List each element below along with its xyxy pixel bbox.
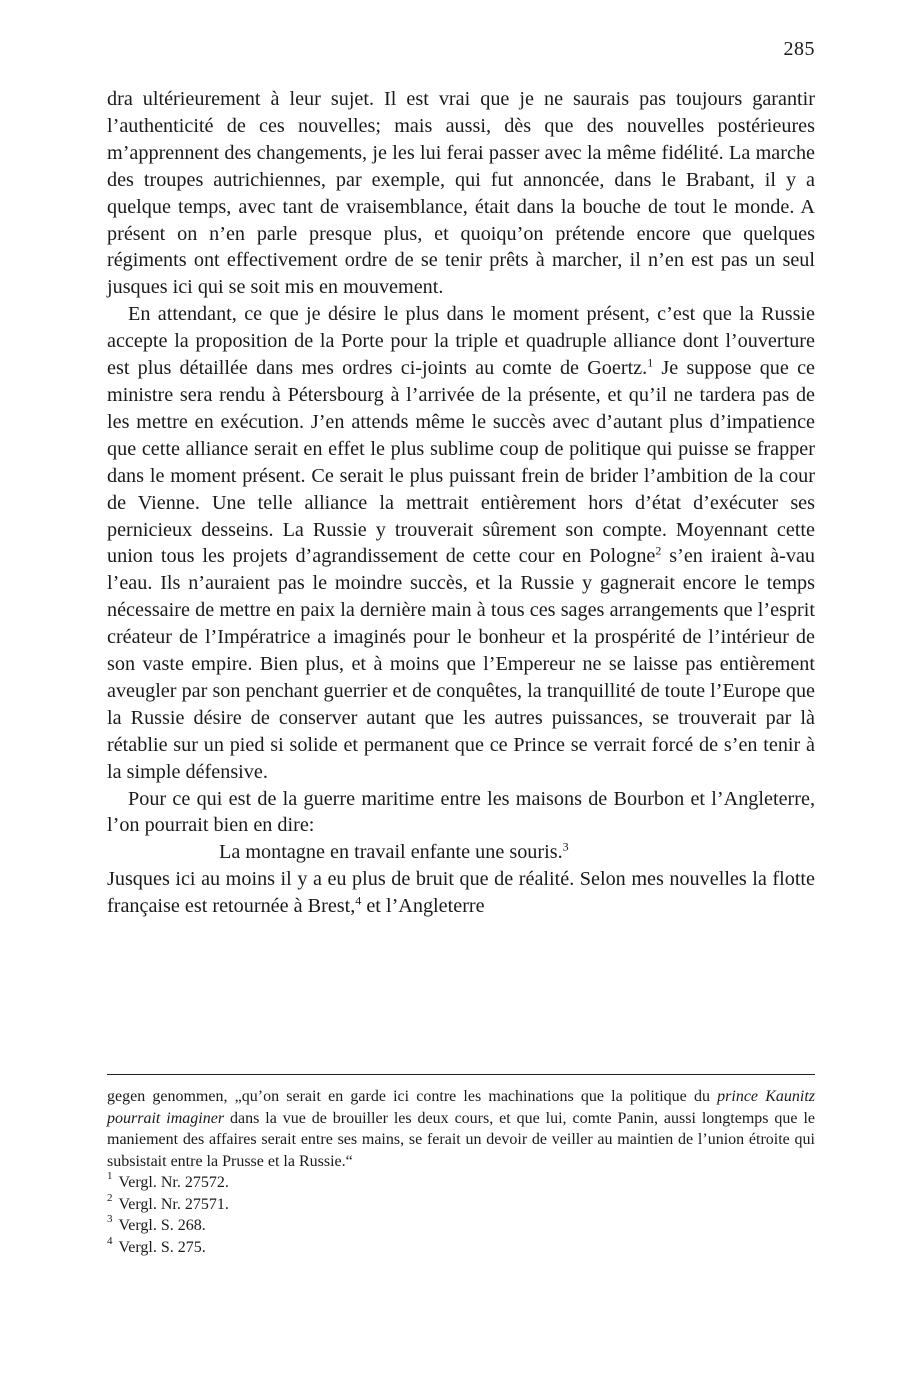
footnote-4 bbox=[107, 1234, 815, 1259]
footnote-divider bbox=[107, 1074, 815, 1075]
footnote-number: 4 bbox=[107, 1234, 113, 1247]
footnote-text: Vergl. S. 268. bbox=[118, 1217, 206, 1234]
footnote-1 bbox=[107, 1172, 815, 1194]
footnote-continuation-part-2: dans la vue de brouiller les deux cours, et que lui, comte Panin, aussi longtemps que le maniement des affaires serait entre ses mains, se ferait un devoir de veiller au maintien de l’union étroite qui subsistait entre la Prusse et la Russie.“ bbox=[107, 1109, 816, 1170]
paragraph-2-part-c: s’en iraient à-vau l’eau. Ils n’auraient pas le moindre succès, et la Russie y gagnerait encore le temps nécessaire de mettre en paix la dernière main à tous ces sages arrangements que l’esprit créateur de l’Impératrice a imaginés pour le bonheur et la prospérité de l’intérieur de son vaste empire. Bien plus, et à moins que l’Empereur ne se laisse pas entièrement aveugler par son penchant guerrier et de conquêtes, la tranquillité de toute l’Europe que la Russie désire de conserver autant que les autres puissances, se trouverait par là rétablie sur un pied si solide et permanent que ce Prince se verrait forcé de s’en tenir à la simple défensive. bbox=[107, 545, 815, 783]
footnotes bbox=[107, 1086, 815, 1258]
footnote-2 bbox=[107, 1191, 815, 1216]
page-number: 285 bbox=[783, 38, 815, 60]
footnote-text: Vergl. Nr. 27572. bbox=[118, 1174, 229, 1191]
footnote-continuation-part-1: gegen genommen, „qu’on serait en garde ici contre les machinations que la politique du bbox=[107, 1088, 718, 1105]
paragraph-4 bbox=[107, 866, 815, 920]
footnote-number: 1 bbox=[107, 1170, 113, 1182]
footnote-ref-2: 2 bbox=[655, 543, 662, 558]
footnote-number: 2 bbox=[107, 1191, 113, 1204]
footnote-ref-1: 1 bbox=[647, 355, 654, 370]
footnote-ref-3: 3 bbox=[562, 839, 569, 854]
footnote-text: Vergl. Nr. 27571. bbox=[118, 1195, 229, 1213]
footnote-continuation-italic: prince Kaunitz pourrait imaginer bbox=[107, 1088, 816, 1127]
verse-text: La montagne en travail enfante une souris. bbox=[219, 841, 563, 864]
footnote-3 bbox=[107, 1215, 815, 1237]
main-text bbox=[107, 86, 815, 920]
paragraph-2-part-a: En attendant, ce que je désire le plus dans le moment présent, c’est que la Russie accepte la proposition de la Porte pour la triple et quadruple alliance dont l’ouverture est plus détaillée dans mes ordres ci-joints au comte de Goertz. bbox=[107, 303, 815, 380]
paragraph-4-part-a: Jusques ici au moins il y a eu plus de bruit que de réalité. Selon mes nouvelles la flotte française est retournée à Brest, bbox=[107, 868, 815, 918]
footnote-ref-4: 4 bbox=[355, 893, 362, 908]
footnote-continuation bbox=[107, 1086, 815, 1172]
footnote-text: Vergl. S. 275. bbox=[118, 1238, 206, 1256]
footnote-number: 3 bbox=[107, 1213, 113, 1225]
verse-quote bbox=[107, 839, 815, 866]
paragraph-2-part-b: Je suppose que ce ministre sera rendu à Pétersbourg à l’arrivée de la présente, et qu’il ne tardera pas de les mettre en exécution. J’en attends même le succès avec d’autant plus d’impatience que cette alliance serait en effet le plus sublime coup de politique qui puisse se frapper dans le moment présent. Ce serait le plus puissant frein de brider l’ambition de la cour de Vienne. Une telle alliance la mettrait entièrement hors d’état d’exécuter ses pernicieux desseins. La Russie y trouverait sûrement son compte. Moyennant cette union tous les projets d’agrandissement de cette cour en Pologne bbox=[107, 357, 815, 568]
paragraph-1: dra ultérieurement à leur sujet. Il est vrai que je ne saurais pas toujours garantir l’authenticité de ces nouvelles; mais aussi, dès que des nouvelles postérieures m’apprennent des changements, je les lui ferai passer avec la même fidélité. La marche des troupes autrichiennes, par exemple, qui fut annoncée, dans le Brabant, il y a quelque temps, avec tant de vraisemblance, était dans la bouche de tout le monde. A présent on n’en parle presque plus, et quoiqu’on prétende encore que quelques régiments ont effectivement ordre de se tenir prêts à marcher, il n’en est pas un seul jusques ici qui se soit mis en mouvement. bbox=[107, 88, 815, 299]
paragraph-4-part-b: et l’Angleterre bbox=[361, 895, 485, 918]
paragraph-2 bbox=[107, 301, 815, 785]
paragraph-3: Pour ce qui est de la guerre maritime entre les maisons de Bourbon et l’Angleterre, l’on pourrait bien en dire: bbox=[107, 787, 815, 837]
